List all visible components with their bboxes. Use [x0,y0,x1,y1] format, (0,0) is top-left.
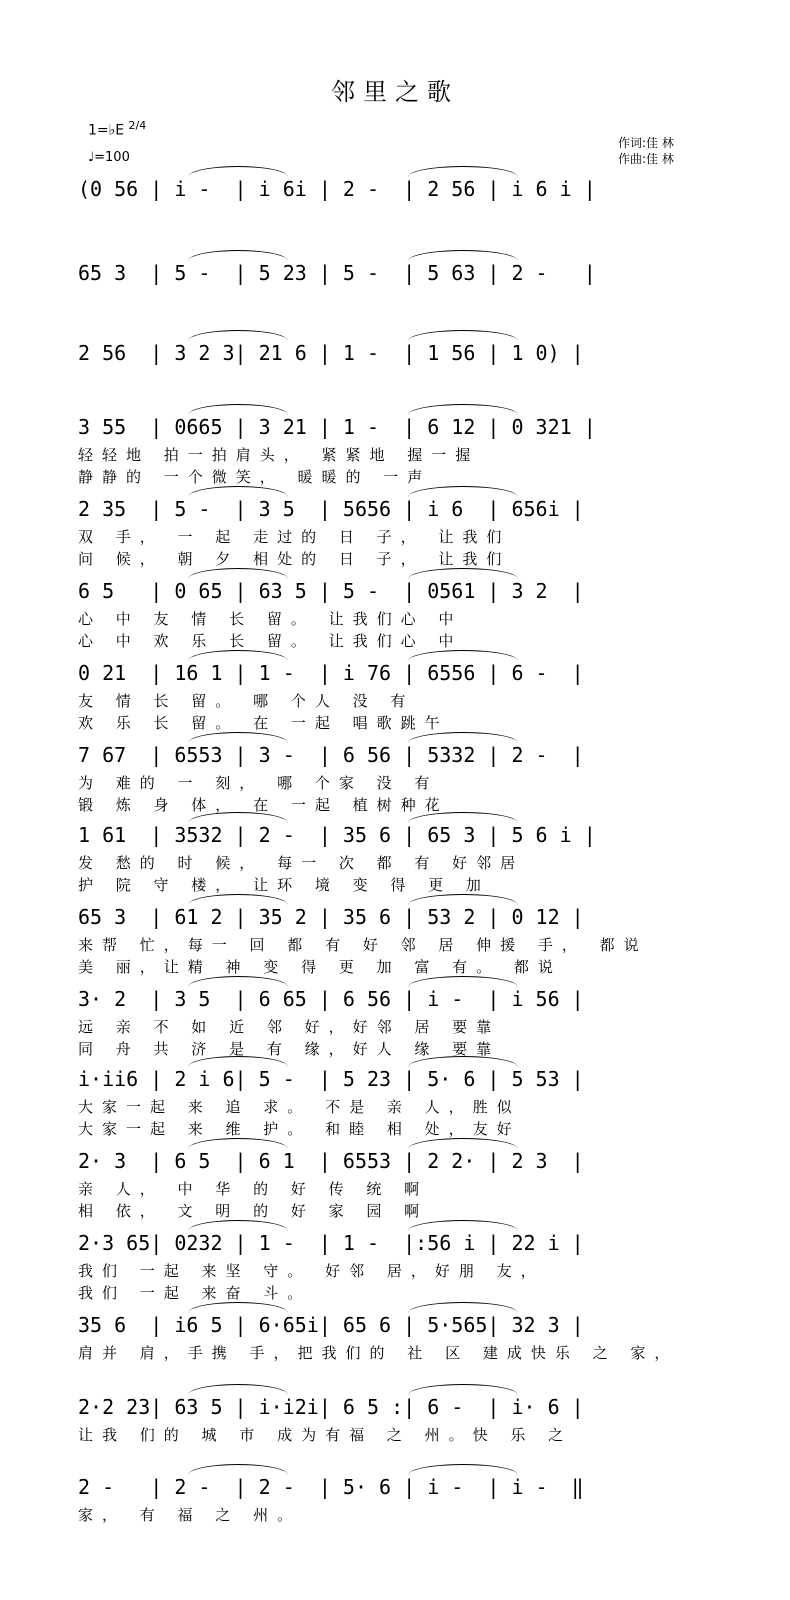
lyric-line: 欢 乐 长 留。 在 一起 唱歌跳午 [78,714,449,732]
key-signature [88,118,146,139]
notation-line: 2· 3 | 6 5 | 6 1 | 6553 | 2 2· | 2 3 | [78,1149,584,1173]
credits [618,135,674,167]
lyric-line: 亲 人， 中 华 的 好 传 统 啊 [78,1180,429,1198]
notation-line: (0 56 | i - | i 6i | 2 - | 2 56 | i 6 i | [78,177,596,201]
notation-line: 3· 2 | 3 5 | 6 65 | 6 56 | i - | i 56 | [78,987,584,1011]
lyric-line: 双 手， 一 起 走过的 日 子， 让我们 [78,528,511,546]
lyric-line: 友 情 长 留。 哪 个人 没 有 [78,692,415,710]
score-system [78,818,714,896]
lyric-line: 我们 一起 来奋 斗。 [78,1284,312,1302]
notation-line: 65 3 | 5 - | 5 23 | 5 - | 5 63 | 2 - | [78,261,596,285]
notation-line: 2·3 65| 0232 | 1 - | 1 - |:56 i | 22 i | [78,1231,584,1255]
lyric-line [78,228,714,250]
notation-line: 2 35 | 5 - | 3 5 | 5656 | i 6 | 656i | [78,497,584,521]
lyric-line: 静静的 一个微笑， 暖暖的 一声 [78,468,432,486]
score-system [78,172,714,250]
score-system [78,1144,714,1222]
score-system [78,1470,714,1548]
score-system [78,492,714,570]
notation-line: 35 6 | i6 5 | 6·65i| 65 6 | 5·565| 32 3 | [78,1313,584,1337]
lyric-line [78,1364,714,1386]
lyric-line: 让我 们的 城 市 成为有福 之 州。快 乐 之 [78,1426,573,1444]
notation-line: 65 3 | 61 2 | 35 2 | 35 6 | 53 2 | 0 12 | [78,905,584,929]
score-system [78,738,714,816]
lyric-line: 大家一起 来 维 护。 和睦 相 处，友好 [78,1120,521,1138]
score-system [78,1062,714,1140]
lyric-line: 同 舟 共 济 是 有 缘，好人 缘 要靠 [78,1040,501,1058]
lyric-line: 远 亲 不 如 近 邻 好，好邻 居 要靠 [78,1018,501,1036]
score-system [78,656,714,734]
lyric-line: 我们 一起 来坚 守。 好邻 居，好朋 友， [78,1262,545,1280]
score-system [78,410,714,488]
lyric-line [78,206,714,228]
lyric-line: 心 中 友 情 长 留。 让我们心 中 [78,610,463,628]
notation-line: 7 67 | 6553 | 3 - | 6 56 | 5332 | 2 - | [78,743,584,767]
score-system [78,336,714,414]
score-system [78,900,714,978]
lyric-line: 锻 炼 身 体， 在 一起 植树种花 [78,796,449,814]
lyric-line: 相 依， 文 明 的 好 家 园 啊 [78,1202,429,1220]
notation-line: 0 21 | 16 1 | 1 - | i 76 | 6556 | 6 - | [78,661,584,685]
lyricist: 作词:佳 林 [618,136,674,150]
tie-arc [188,250,288,261]
lyric-line: 为 难的 一 刻， 哪 个家 没 有 [78,774,439,792]
tie-arc [188,166,288,177]
lyric-line: 肩并 肩，手携 手，把我们的 社 区 建成快乐 之 家， [78,1344,679,1362]
score-system [78,574,714,652]
score-system [78,1390,714,1468]
notation-line: i·ii6 | 2 i 6| 5 - | 5 23 | 5· 6 | 5 53 | [78,1067,584,1091]
lyric-line [78,1446,714,1468]
score-system [78,1226,714,1304]
score-system [78,1308,714,1386]
time-signature: 2/4 [128,119,147,132]
lyric-line: 美 丽，让精 神 变 得 更 加 富 有。 都说 [78,958,562,976]
key-label: 1=♭E [88,122,125,139]
notation-line: 2 56 | 3 2 3| 21 6 | 1 - | 1 56 | 1 0) | [78,341,584,365]
lyric-line: 来帮 忙，每一 回 都 有 好 邻 居 伸援 手， 都说 [78,936,648,954]
tempo-marking: ♩=100 [88,150,130,165]
notation-line: 1 61 | 3532 | 2 - | 35 6 | 65 3 | 5 6 i | [78,823,596,847]
notation-line: 3 55 | 0665 | 3 21 | 1 - | 6 12 | 0 321 | [78,415,596,439]
composer: 作曲:佳 林 [618,152,674,166]
score-system [78,982,714,1060]
lyric-line: 家， 有 福 之 州。 [78,1506,302,1524]
tie-arc [408,166,518,177]
notation-line: 2·2 23| 63 5 | i·i2i| 6 5 :| 6 - | i· 6 | [78,1395,584,1419]
tie-arc [408,250,518,261]
song-title: 邻里之歌 [331,78,459,106]
lyric-line: 心 中 欢 乐 长 留。 让我们心 中 [78,632,463,650]
lyric-line: 大家一起 来 追 求。 不是 亲 人，胜似 [78,1098,521,1116]
lyric-line: 护 院 守 楼， 让环 境 变 得 更 加 [78,876,490,894]
lyric-line [78,312,714,334]
notation-line: 6 5 | 0 65 | 63 5 | 5 - | 0561 | 3 2 | [78,579,584,603]
lyric-line [78,1526,714,1548]
lyric-line: 问 候， 朝 夕 相处的 日 子， 让我们 [78,550,511,568]
lyric-line [78,290,714,312]
lyric-line [78,370,714,392]
score-system [78,256,714,334]
lyric-line: 发 愁的 时 候， 每一 次 都 有 好邻居 [78,854,525,872]
notation-line: 2 - | 2 - | 2 - | 5· 6 | i - | i - ‖ [78,1475,584,1499]
lyric-line: 轻轻地 拍一拍肩头， 紧紧地 握一握 [78,446,480,464]
